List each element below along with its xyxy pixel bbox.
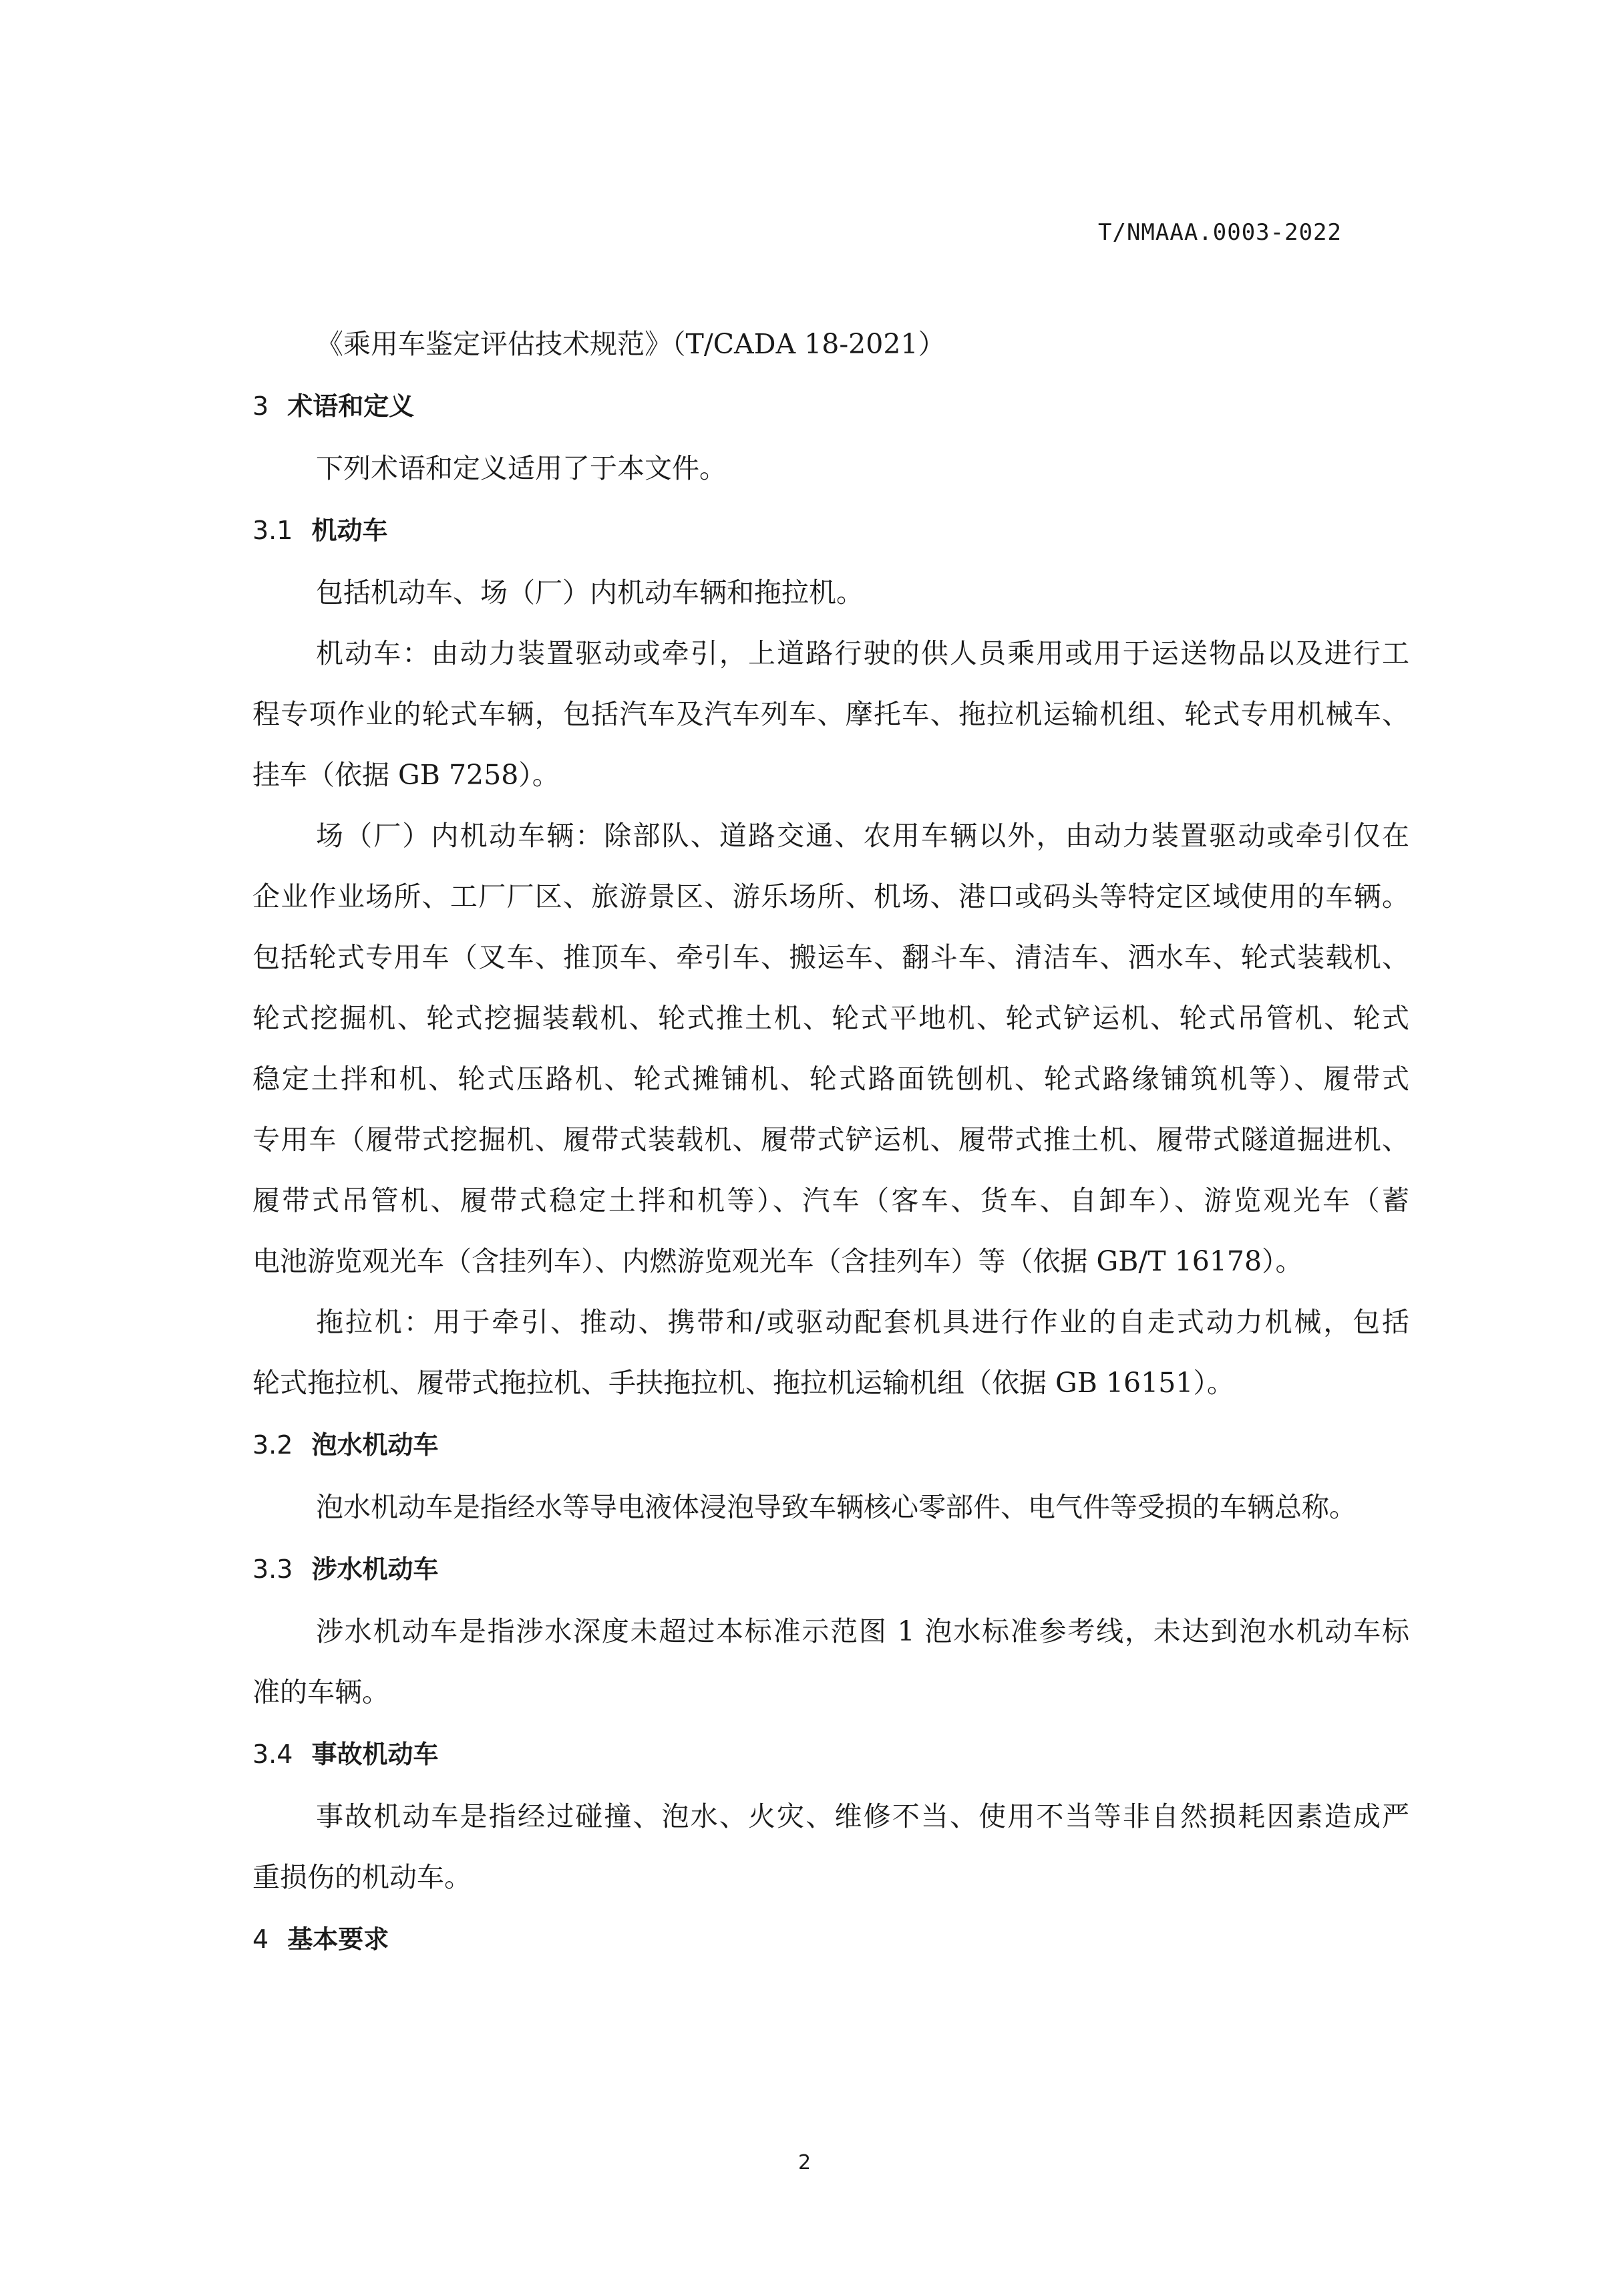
- section-4-heading: [252, 1908, 1409, 1971]
- section-title: 机动车: [311, 516, 388, 545]
- document-body: [252, 314, 1409, 1971]
- paragraph-line: 重损伤的机动车。: [252, 1861, 472, 1893]
- section-title: 事故机动车: [311, 1740, 439, 1769]
- section-number: 3.2: [252, 1430, 293, 1460]
- paragraph-line: 事故机动车是指经过碰撞、泡水、火灾、维修不当、使用不当等非自然损耗因素造成严: [316, 1800, 1409, 1832]
- paragraph-line: 准的车辆。: [252, 1676, 389, 1708]
- page-number: 2: [797, 2151, 812, 2174]
- paragraph-line: 履带式吊管机、履带式稳定土拌和机等）、汽车（客车、货车、自卸车）、游览观光车（蓄: [252, 1184, 1409, 1216]
- paragraph-line: 下列术语和定义适用了于本文件。: [316, 452, 727, 484]
- section-title: 基本要求: [287, 1925, 389, 1954]
- section-number: 4: [252, 1925, 269, 1954]
- paragraph-line: 机动车：由动力装置驱动或牵引，上道路行驶的供人员乘用或用于运送物品以及进行工: [316, 637, 1409, 669]
- paragraph-line: 挂车（依据 GB 7258）。: [252, 759, 560, 791]
- section-3-1-heading: [252, 499, 1409, 562]
- paragraph-line: 稳定土拌和机、轮式压路机、轮式摊铺机、轮式路面铣刨机、轮式路缘铺筑机等）、履带式: [252, 1063, 1409, 1095]
- paragraph-line: 包括轮式专用车（叉车、推顶车、牵引车、搬运车、翻斗车、清洁车、洒水车、轮式装载机、: [252, 941, 1409, 973]
- section-3-2-heading: [252, 1414, 1409, 1477]
- paragraph-line: 场（厂）内机动车辆：除部队、道路交通、农用车辆以外，由动力装置驱动或牵引仅在: [316, 820, 1409, 852]
- paragraph-line: 电池游览观光车（含挂列车）、内燃游览观光车（含挂列车）等（依据 GB/T 16178）。: [252, 1245, 1303, 1277]
- section-title: 泡水机动车: [311, 1430, 439, 1460]
- section-number: 3: [252, 391, 269, 421]
- section-number: 3.1: [252, 516, 293, 545]
- paragraph-line: 程专项作业的轮式车辆，包括汽车及汽车列车、摩托车、拖拉机运输机组、轮式专用机械车、: [252, 698, 1409, 730]
- paragraph-line: 企业作业场所、工厂厂区、旅游景区、游乐场所、机场、港口或码头等特定区域使用的车辆。: [252, 880, 1409, 913]
- section-title: 涉水机动车: [311, 1554, 439, 1584]
- paragraph-line: 专用车（履带式挖掘机、履带式装载机、履带式铲运机、履带式推土机、履带式隧道掘进机、: [252, 1124, 1409, 1156]
- paragraph-line: 轮式拖拉机、履带式拖拉机、手扶拖拉机、拖拉机运输机组（依据 GB 16151）。: [252, 1367, 1234, 1399]
- section-title: 术语和定义: [287, 391, 415, 421]
- paragraph-line: 泡水机动车是指经水等导电液体浸泡导致车辆核心零部件、电气件等受损的车辆总称。: [316, 1491, 1357, 1523]
- section-number: 3.4: [252, 1740, 293, 1769]
- section-3-4-heading: [252, 1723, 1409, 1786]
- section-3-3-heading: [252, 1538, 1409, 1601]
- reference-line: 《乘用车鉴定评估技术规范》（T/CADA 18-2021）: [316, 328, 946, 360]
- section-3-heading: [252, 375, 1409, 438]
- document-code: T/NMAAA.0003-2022: [1098, 219, 1342, 246]
- paragraph-line: 拖拉机：用于牵引、推动、携带和/或驱动配套机具进行作业的自走式动力机械，包括: [316, 1306, 1409, 1338]
- paragraph-line: 涉水机动车是指涉水深度未超过本标准示范图 1 泡水标准参考线，未达到泡水机动车标: [316, 1615, 1409, 1647]
- section-number: 3.3: [252, 1554, 293, 1584]
- paragraph-line: 轮式挖掘机、轮式挖掘装载机、轮式推土机、轮式平地机、轮式铲运机、轮式吊管机、轮式: [252, 1002, 1409, 1034]
- paragraph-line: 包括机动车、场（厂）内机动车辆和拖拉机。: [316, 577, 864, 609]
